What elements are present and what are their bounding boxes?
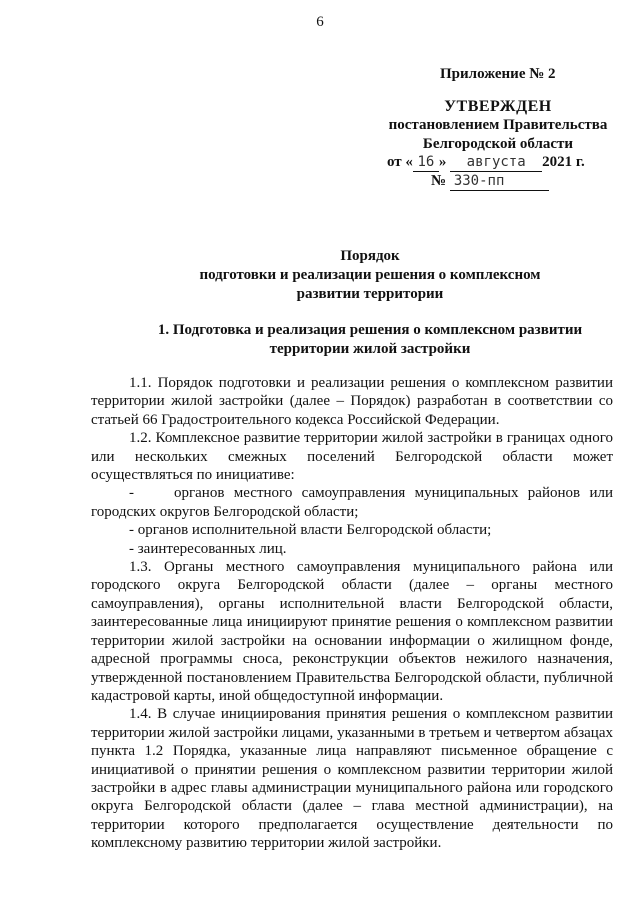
document-body [91,374,613,853]
date-day: 16 [413,154,439,172]
page-number: 6 [316,14,324,30]
list-item-executive: - органов исполнительной власти Белгородской области; [129,522,492,539]
paragraph-1-4: 1.4. В случае инициирования принятия решения о комплексном развитии территории жилой застройки лицами, указанными в третьем и четвертом абзацах пункта 1.2 Порядка, указанные лица направляют письменное обращение с инициативой о принятии решения о комплексном развитии территории жилой застройки в адрес главы администрации муниципального района или городского округа Белгородской области (далее – глава местной администрации), на территории которого предполагается осуществление деятельности по комплексному развитию территории жилой застройки. [91,706,613,852]
approval-line-1: постановлением Правительства [388,117,608,133]
approval-date [387,154,585,172]
approval-number [431,173,549,191]
title-line-1: Порядок [340,248,400,264]
section-line-1: 1. Подготовка и реализация решения о комплексном развитии [157,322,583,338]
appendix-label: Приложение № 2 [440,66,556,82]
paragraph-1-2: 1.2. Комплексное развитие территории жилой застройки в границах одного или нескольких смежных поселений Белгородской области может осуществляться по инициативе: [91,430,613,484]
date-year: 2021 г. [542,154,585,170]
list-item-interested: - заинтересованных лиц. [129,540,287,557]
date-mid: » [438,154,447,170]
number-prefix: № [431,173,447,189]
title-line-3: развитии территории [296,286,444,302]
title-line-2: подготовки и реализации решения о комплексном [199,267,541,283]
list-item-text: органов местного самоуправления муниципальных районов или городских округов Белгородской области; [91,485,613,520]
date-month: августа [450,154,542,172]
number-value: 330-пп [450,173,549,191]
paragraph-1-1: 1.1. Порядок подготовки и реализации решения о комплексном развитии территории жилой застройки (далее – Порядок) разработан в соответствии со статьей 66 Градостроительного кодекса Российской Федерации. [91,375,613,428]
list-item-local-government [91,484,613,521]
date-prefix: от « [387,154,413,170]
paragraph-1-3: 1.3. Органы местного самоуправления муниципального района или городского округа Белгородской области (далее – органы местного самоуправления), органы исполнительной власти Белгородской области, заинтересованные лица инициируют принятие решения о комплексном развитии территории жилой застройки на основании информации о жилищном фонде, адресной программы сноса, реконструкции объектов нежилого назначения, утвержденной постановлением Правительства Белгородской области, публичной кадастровой карты, иной общедоступной информации. [91,559,613,704]
document-title [0,247,640,304]
approval-line-2: Белгородской области [422,136,574,152]
section-line-2: территории жилой застройки [269,341,471,357]
section-heading [100,321,640,359]
list-dash: - [129,485,134,502]
approved-heading: УТВЕРЖДЕН [444,98,552,115]
approval-block [378,97,618,154]
